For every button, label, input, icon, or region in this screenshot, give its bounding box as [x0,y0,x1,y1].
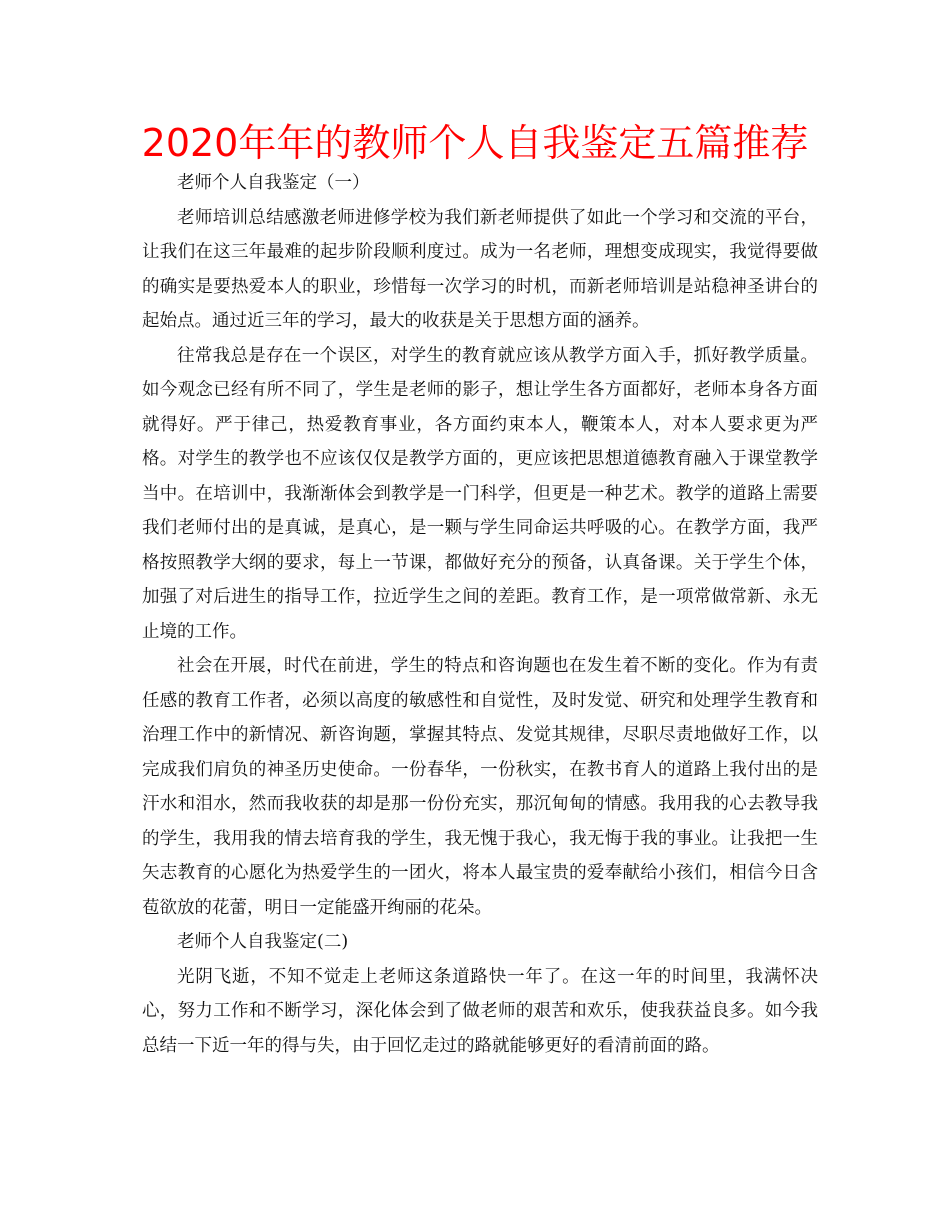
document-body [142,166,818,1063]
paragraph: 老师培训总结感激老师进修学校为我们新老师提供了如此一个学习和交流的平台，让我们在这三年最难的起步阶段顺利度过。成为一名老师，理想变成现实，我觉得要做的确实是要热爱本人的职业，珍惜每一次学习的时机，而新老师培训是站稳神圣讲台的起始点。通过近三年的学习，最大的收获是关于思想方面的涵养。 [142,207,818,331]
section-heading: 老师个人自我鉴定(二) [177,932,349,952]
paragraph: 往常我总是存在一个误区，对学生的教育就应该从教学方面入手，抓好教学质量。如今观念已经有所不同了，学生是老师的影子，想让学生各方面都好，老师本身各方面就得好。严于律己，热爱教育事业，各方面约束本人，鞭策本人，对本人要求更为严格。对学生的教学也不应该仅仅是教学方面的，更应该把思想道德教育融入于课堂教学当中。在培训中，我渐渐体会到教学是一门科学，但更是一种艺术。教学的道路上需要我们老师付出的是真诚，是真心，是一颗与学生同命运共呼吸的心。在教学方面，我严格按照教学大纲的要求，每上一节课，都做好充分的预备，认真备课。关于学生个体，加强了对后进生的指导工作，拉近学生之间的差距。教育工作，是一项常做常新、永无止境的工作。 [142,345,818,642]
paragraph: 社会在开展，时代在前进，学生的特点和咨询题也在发生着不断的变化。作为有责任感的教育工作者，必须以高度的敏感性和自觉性，及时发觉、研究和处理学生教育和治理工作中的新情况、新咨询题，掌握其特点、发觉其规律，尽职尽责地做好工作，以完成我们肩负的神圣历史使命。一份春华，一份秋实，在教书育人的道路上我付出的是汗水和泪水，然而我收获的却是那一份份充实，那沉甸甸的情感。我用我的心去教导我的学生，我用我的情去培育我的学生，我无愧于我心，我无悔于我的事业。让我把一生矢志教育的心愿化为热爱学生的一团火，将本人最宝贵的爱奉献给小孩们，相信今日含苞欲放的花蕾，明日一定能盛开绚丽的花朵。 [142,656,818,918]
document-title: 2020年年的教师个人自我鉴定五篇推荐 [141,121,809,165]
paragraph: 光阴飞逝，不知不觉走上老师这条道路快一年了。在这一年的时间里，我满怀决心，努力工作和不断学习，深化体会到了做老师的艰苦和欢乐，使我获益良多。如今我总结一下近一年的得与失，由于回忆走过的路就能够更好的看清前面的路。 [142,966,818,1056]
section-heading: 老师个人自我鉴定（一） [177,173,370,193]
